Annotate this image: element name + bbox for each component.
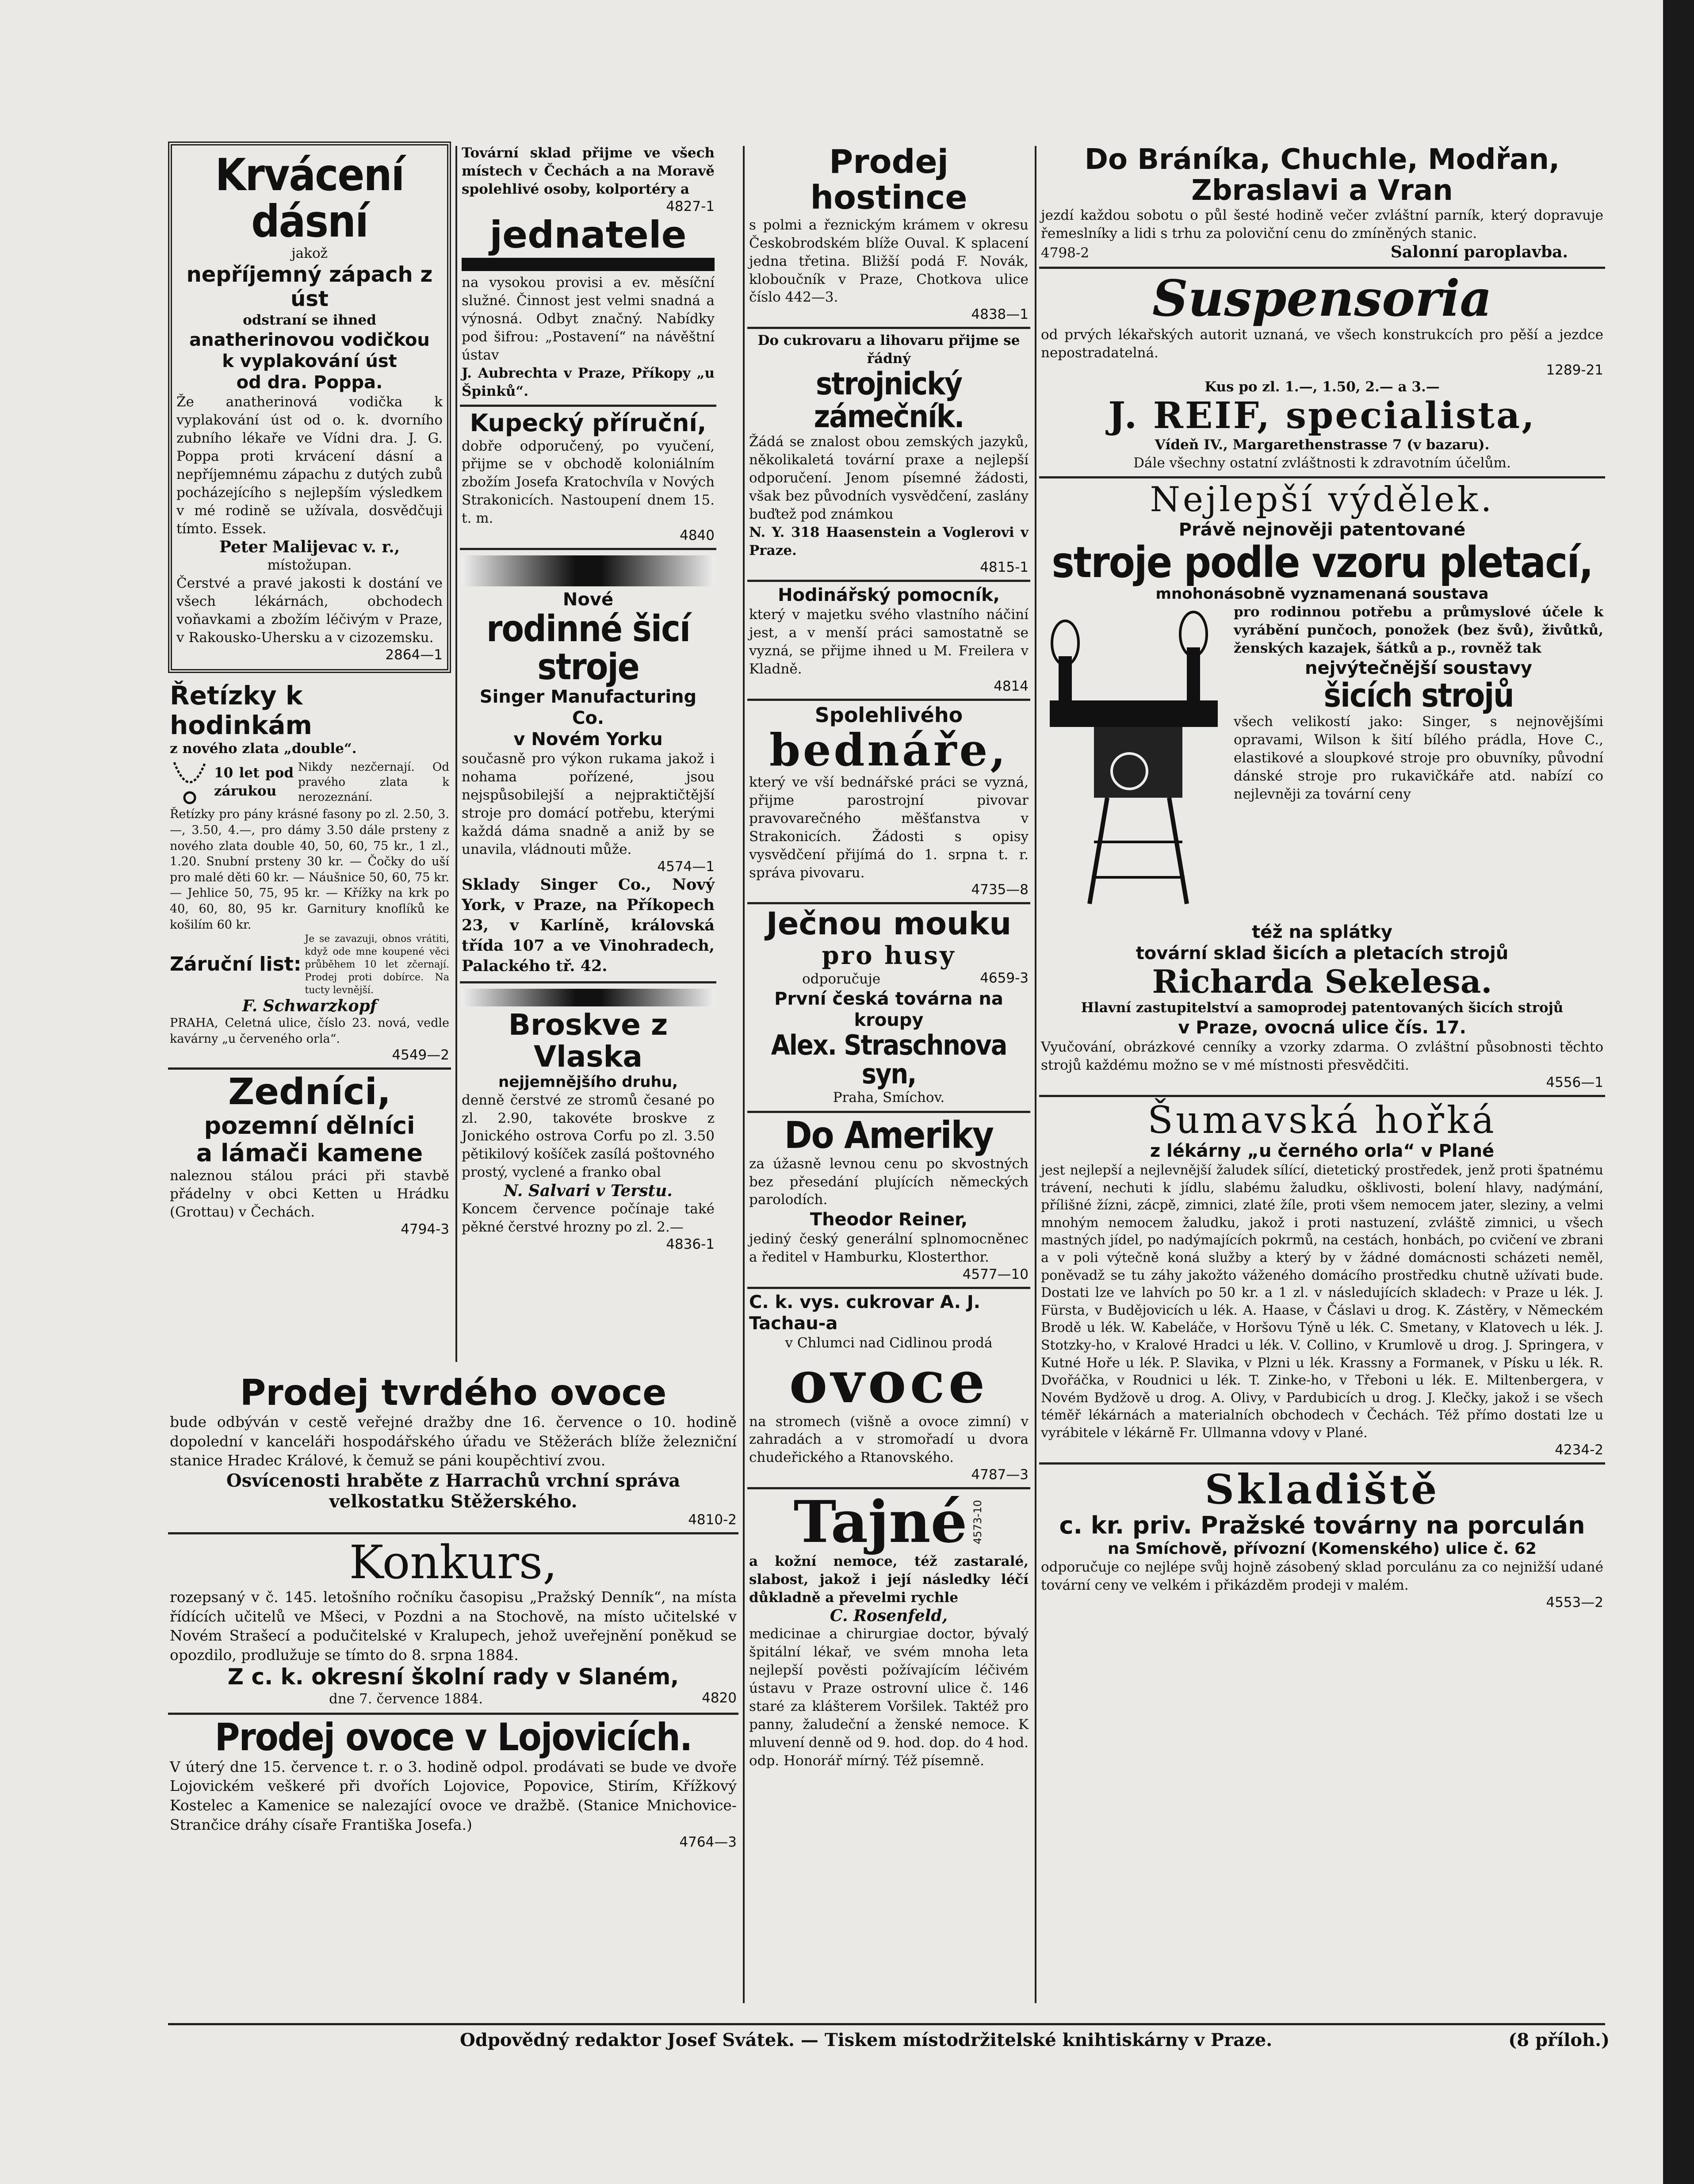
ad-signature: N. Salvari v Terstu. xyxy=(504,1182,673,1201)
ad-title: Prodej ovoce v Lojovicích. xyxy=(214,1715,692,1759)
ad-text: Hlavní zastupitelství a samoprodej patentovaných šicích strojů xyxy=(1081,999,1564,1016)
ad-text: Žádá se znalost obou zemských jazyků, několikaletá tovární praxe a nejlepší odporučení. Jenom písemné žádosti, však bez původních vysvědčení, zaslány buďtež pod známkou xyxy=(749,434,1029,522)
ad-machine-text xyxy=(1234,603,1603,922)
ad-signature: Salonní paroplavba. xyxy=(1390,242,1568,261)
ad-date-row xyxy=(170,1690,737,1708)
ad-subtitle: pro husy xyxy=(822,941,956,971)
ad-title: Do Bráníka, Chuchle, Modřan, Zbraslavi a Vran xyxy=(1084,143,1560,207)
column-4 xyxy=(1039,142,1605,2016)
column-rule xyxy=(455,146,457,1362)
wide-section xyxy=(168,1371,738,2016)
ad-line: k vyplakování úst xyxy=(222,351,397,372)
ad-text: bude odbýván v cestě veřejné dražby dne 16. července o 10. hodině dopolední v kanceláři hospodářského úřadu ve Stěžerách blíže železniční stanice Hradec Králové, k čemuž se páni koupěchtiví zvou. xyxy=(170,1413,737,1469)
ad-signature: Osvícenosti hraběte z Harrachů vrchní správa velkostatku Stěžerského. xyxy=(226,1470,681,1512)
ad-signature: Alex. Straschnova syn, xyxy=(771,1029,1007,1090)
ad-title: strojnický zámečník. xyxy=(814,366,964,435)
ad-line: Praha, Smíchov. xyxy=(833,1089,945,1105)
ad-line: nepříjemný zápach z úst xyxy=(186,262,433,312)
ad-vydelek xyxy=(1039,478,1605,1097)
ad-number: 4574—1 xyxy=(657,858,715,875)
ad-title: jednatele xyxy=(489,213,687,256)
ad-number: 4810-2 xyxy=(688,1511,737,1528)
ad-branik xyxy=(1039,142,1605,269)
ad-line: anatherinovou vodičkou xyxy=(189,330,430,351)
ad-text: Vídeň IV., Margarethenstrasse 7 (v bazaru). xyxy=(1155,436,1490,453)
ad-title: Kupecký příruční, xyxy=(470,409,707,437)
ad-text: Vyučování, obrázkové cenníky a vzorky zdarma. O zvláštní působnosti těchto strojů každému možno se v mé místnosti přesvědčiti. xyxy=(1041,1039,1603,1073)
footer xyxy=(460,2030,1610,2050)
ad-signature: Z c. k. okresní školní rady v Slaném, xyxy=(227,1664,679,1690)
ad-number: 4735—8 xyxy=(971,882,1029,898)
ad-text: všech velikostí jako: Singer, s nejnovějšími opravami, Wilson k šití bílého prádla, Hove C., elastikové a sloupkové stroje pro obuvníky, původní dánské stroje pro rukavičkáře atd. nabízí co nejlevněji za tovární ceny xyxy=(1234,714,1603,802)
ad-text: Je se zavazuji, obnos vrátiti, když ode mne koupené věci průběhem 10 let zčernají. Prodej proti dobírce. Na tucty levnější. xyxy=(305,933,449,996)
ad-text: Kus po zl. 1.—, 1.50, 2.— a 3.— xyxy=(1205,379,1440,395)
ad-text: a kožní nemoce, též zastaralé, slabost, jakož i její následky léčí důkladně a převelmi rychle xyxy=(749,1553,1029,1606)
ad-suspensoria xyxy=(1039,269,1605,479)
ad-signature: C. Rosenfeld, xyxy=(830,1606,948,1626)
ad-subtitle: a lámači kamene xyxy=(196,1139,423,1167)
ad-text: Do cukrovaru a lihovaru přijme se řádný xyxy=(757,333,1020,367)
ad-bar xyxy=(462,258,715,271)
ad-number: 4820 xyxy=(702,1690,737,1706)
ad-ovoce xyxy=(747,1289,1030,1489)
ad-text: současně pro výkon rukama jakož i nohama pořízené, jsou nejspůsobilejší a nejpraktičtější stroje pro domácí potřebu, kterými každá dáma snadně a aniž by se unavila, vládnouti může. xyxy=(462,751,715,857)
ad-text: od prvých lékařských autorit uznaná, ve všech konstrukcích pro pěší a jezdce nepostradatelná. xyxy=(1041,326,1603,361)
ad-number: 4827-1 xyxy=(666,198,715,214)
ad-number: 4838—1 xyxy=(971,306,1029,323)
ad-krvaceni xyxy=(168,142,451,673)
ad-line: od dra. Poppa. xyxy=(236,372,383,393)
ad-subtitle: na Smíchově, přívozní (Komenského) ulice č. 62 xyxy=(1108,1539,1537,1558)
ad-title: Řetízky k hodinkám xyxy=(170,680,312,740)
ad-row xyxy=(749,970,1029,988)
ad-number: 4549—2 xyxy=(392,1047,449,1063)
ad-text: denně čerstvé ze stromů česané po zl. 2.90, takovéte broskve z Jonického ostrova Corfu po zl. 3.50 pětikilový košíček zasílá poštovného prostý, vyclené a franko obal xyxy=(462,1092,715,1181)
ad-zednici xyxy=(168,1070,451,1242)
ad-jednatele xyxy=(460,142,716,407)
ad-title: Do Ameriky xyxy=(784,1113,994,1157)
ad-signature: Theodor Reiner, xyxy=(810,1209,968,1230)
ad-text: na vysokou provisi a ev. měsíční služné. Činnost jest velmi snadná a výnosná. Odbyt značný. Nabídky pod šifrou: „Postavení“ na návěštní ústav xyxy=(462,275,715,363)
ad-title: Nejlepší výdělek. xyxy=(1150,480,1495,520)
ad-subtitle: mnohonásobně vyznamenaná soustava xyxy=(1155,585,1489,603)
ad-subtitle: též na splátky xyxy=(1252,922,1392,942)
ad-subtitle: v Novém Yorku xyxy=(513,729,663,750)
scan-edge xyxy=(1663,0,1694,2184)
ad-signature: Peter Malijevac v. r., xyxy=(219,538,400,557)
ad-number: 4553—2 xyxy=(1546,1594,1603,1610)
ad-text: dobře odporučený, po vyučení, přijme se v obchodě koloniálním zbožím Josefa Kratochvíla v Nových Strakonicích. Nastoupení dnem 15. t. m. xyxy=(462,438,715,527)
column-1 xyxy=(168,142,451,1362)
ad-text: Řetízky pro pány krásné fasony po zl. 2.50, 3.—, 3.50, 4.—, pro dámy 3.50 dále prsteny z nového zlata double 40, 50, 60, 75 kr., 1 zl., 1.20. Snubní prsteny 30 kr. — Čočky do uší pro malé děti 60 kr. — Náušnice 50, 60, 75 kr. — Jehlice 50, 75, 95 kr. — Křížky na krk po 40, 60, 80, 95 kr. Garnitury knoflíků ke košilím 60 kr. xyxy=(170,807,449,932)
ad-mouka xyxy=(747,904,1030,1113)
ad-skladiste xyxy=(1039,1465,1605,1615)
ad-subtitle: nejjemnějšího druhu, xyxy=(498,1073,678,1091)
ad-line: odstraní se ihned xyxy=(243,312,376,329)
ad-row xyxy=(1041,243,1603,262)
ad-line: v Chlumci nad Cidlinou prodá xyxy=(785,1335,993,1351)
ad-subtitle: v Praze, ovocná ulice čís. 17. xyxy=(1178,1017,1466,1038)
ad-title: Konkurs, xyxy=(349,1535,558,1589)
ad-text: jediný český generální splnomocněnec a ředitel v Hamburku, Klosterthor. xyxy=(749,1231,1029,1266)
ad-pomocnik xyxy=(747,582,1030,701)
column-rule xyxy=(743,146,745,2003)
ad-title: Broskve z Vlaska xyxy=(508,1007,668,1074)
ad-number: 4234-2 xyxy=(1555,1442,1603,1458)
ad-signature: J. REIF, specialista, xyxy=(1108,394,1536,437)
ad-number: 4815-1 xyxy=(980,559,1029,576)
ad-warranty-row xyxy=(170,933,449,997)
ad-text: J. Aubrechta v Praze, Příkopy „u Špinků“. xyxy=(462,365,715,399)
footer-rule xyxy=(168,2023,1605,2025)
ad-broskve xyxy=(460,983,716,1257)
ad-subtitle: První česká továrna na kroupy xyxy=(774,989,1003,1031)
ad-subtitle: Singer Manufacturing Co. xyxy=(479,687,697,729)
ad-subtitle: C. k. vys. cukrovar A. J. Tachau-a xyxy=(749,1292,980,1334)
ad-title: ovoce xyxy=(789,1348,989,1416)
ad-text: s polmi a řeznickým krámem v okresu Českobrodském blíže Ouval. K splacení jedna třetina. Bližší podá F. Novák, kloboučník v Praze, Chotkova ulice číslo 442—3. xyxy=(749,217,1029,306)
knitting-machine-icon xyxy=(1041,603,1227,922)
ad-lojovice xyxy=(168,1715,738,1855)
ad-text: za úžasně levnou cenu po skvostných bez přesedání plujících německých parolodích. xyxy=(749,1155,1029,1208)
ad-text: který v majetku svého vlastního náčiní jest, a v menší práci samostatně se vyzná, se přijme ihned u M. Freilera v Kladně. xyxy=(749,607,1029,677)
ad-title: bednáře, xyxy=(769,723,1009,776)
ad-line: z nového zlata „double“. xyxy=(170,741,357,757)
ad-number: 4764—3 xyxy=(679,1834,737,1851)
ad-text: odporučuje co nejlépe svůj hojně zásobený sklad porculánu za co nejnižší udané tovární ceny ve velkém i přikázděm prodeji v malém. xyxy=(1041,1559,1603,1593)
ad-title: Ječnou mouku xyxy=(766,906,1012,942)
ad-title: Suspensoria xyxy=(1152,269,1492,328)
column-3 xyxy=(747,142,1030,2016)
footer-imprint: Odpovědný redaktor Josef Svátek. — Tiskem místodržitelské knihtiskárny v Praze. xyxy=(460,2030,1273,2050)
ad-number: 4840 xyxy=(680,528,715,544)
ad-text: jest nejlepší a nejlevnější žaludek sílící, dietetický prostředek, jenž proti špatnému trávení, nechuti k jídlu, slabému žaludku, ošklivosti, bolení hlavy, nadýmání, přílišné žízni, zácpě, zimnici, zlaté žíle, proti všem nemocem jater, sleziny, a velmi mnohým nemocem žaludku, jakož i proti nastuzení, zvláště zimnici, u všech mastných jídel, po nadýmajících pokrmů, na cestách, honbách, po cvičení ve zbrani a v poli výtečně koná služby a který by v žádné domácnosti scházeti neměl, poněvadž se tu záhy jakožto váženého domácího prostředku chutně užívati bude. Dostati lze ve lahvích po 50 kr. a 1 zl. v následujících skladech: v Praze u lék. J. Fürsta, v Budějovicích u lék. A. Haase, v Čáslavi u drog. K. Zástěry, v Německém Brodě u lék. W. Kabeláče, v Horšovu Týně u lék. C. Smetany, v Klatovech u lék. J. Stotzky-ho, v Kralové Hradci u lék. V. Collino, v Krumlově u drog. J. Springera, v Kutné Hoře u lék. P. Slavika, v Plzni u lék. Krassny a Formanek, v Písku u lék. R. Dvořáčka, v Roudnici u lék. T. Zinke-ho, v Třeboni u lék. E. Miltenbergera, v Novém Bydžově u drog. A. Olivy, v Pardubicích u drog. J. Klečky, jakož i se všech téměř lékárnách a materialních obchodech v Čechách. Též přímo dostati lze u vyrábitele v lékárně Fr. Ullmanna vdovy v Plané. xyxy=(1041,1163,1603,1441)
ad-text: medicinae a chirurgiae doctor, bývalý špitální lékař, ve svém mnoha leta nejlepší pověsti požívajícím léčivém ústavu v Praze ostrovní ulice č. 146 staré za klášterem Voršilek. Taktéž pro panny, žaludeční a ženské nemoce. K mluvení denně od 9. hod. dop. do 4 hod. odp. Honorář mírný. Též písemně. xyxy=(749,1626,1029,1769)
ad-tajne xyxy=(747,1489,1030,1774)
ad-number: 4659-3 xyxy=(980,970,1029,987)
ad-title: Tajné xyxy=(793,1488,967,1556)
ad-text: naleznou stálou práci při stavbě přádelny v obci Ketten u Hrádku (Grottau) v Čechách. xyxy=(170,1168,449,1220)
chain-icon xyxy=(170,758,210,807)
footer-appendix: (8 příloh.) xyxy=(1508,2030,1610,2050)
ad-line: 10 let pod zárukou xyxy=(214,765,294,799)
ad-singer xyxy=(460,550,716,983)
ad-text: Koncem července počínaje také pěkné čerstvé hrozny po zl. 2.— xyxy=(462,1201,715,1235)
ad-ornament xyxy=(462,555,715,586)
ad-title: Prodej tvrdého ovoce xyxy=(240,1372,667,1413)
column-rule xyxy=(1035,146,1036,2003)
ad-number: 4836-1 xyxy=(666,1236,715,1252)
ad-hostince xyxy=(747,142,1030,329)
ad-title-row xyxy=(749,1488,1029,1556)
ad-title: rodinné šicí stroje xyxy=(486,608,690,688)
ad-text: Tovární sklad přijme ve všech místech v Čechách a na Moravě spolehlivé osoby, kolportéry a xyxy=(462,145,715,197)
ad-title: Šumavská hořká xyxy=(1147,1098,1497,1142)
ad-tvrde-ovoce xyxy=(168,1371,738,1534)
ad-machine-row xyxy=(1041,603,1603,922)
ad-retizky xyxy=(168,678,451,1070)
ad-text: pro rodinnou potřebu a průmyslové účele k vyrábění punčoch, ponožek (bez švů), živůtků, ženských kazajek, šátků a p., rovněž tak xyxy=(1234,604,1603,656)
ad-subtitle: c. kr. priv. Pražské továrny na porculán xyxy=(1059,1511,1585,1539)
ad-title: stroje podle vzoru pletací, xyxy=(1052,538,1593,588)
ad-text: na stromech (višně a ovoce zimní) v zahradách a v stromořadí u dvora chudeřického a Rtanovského. xyxy=(749,1413,1029,1466)
ad-text: Dále všechny ostatní zvláštnosti k zdravotním účelům. xyxy=(1133,455,1511,471)
ad-chain-row xyxy=(170,758,449,807)
ad-text: PRAHA, Celetná ulice, číslo 23. nová, vedle kavárny „u červeného orla“. xyxy=(170,1016,449,1046)
ad-signature: Richarda Sekelesa. xyxy=(1152,962,1492,1000)
ad-prirucni xyxy=(460,407,716,550)
ad-title: Krvácení dásní xyxy=(215,149,404,247)
ad-signature: F. Schwarzkopf xyxy=(242,997,377,1016)
ad-line: Spolehlivého xyxy=(814,703,963,727)
ad-subtitle: Záruční list: xyxy=(170,953,302,976)
ad-number: 2864—1 xyxy=(385,646,443,663)
ad-number: 4794-3 xyxy=(401,1221,449,1237)
ad-number: 1289-21 xyxy=(1546,362,1603,378)
ad-title: Prodej hostince xyxy=(810,143,967,217)
ad-number: 4573-10 xyxy=(971,1500,984,1545)
ad-bednare xyxy=(747,701,1030,904)
ad-line: místožupan. xyxy=(267,557,352,574)
ad-text: N. Y. 318 Haasenstein a Voglerovi v Praze. xyxy=(749,524,1029,558)
ad-text: jezdí každou sobotu o půl šesté hodině večer zvláštní parník, který dopravuje řemeslníky a lidi s trhu za poloviční cenu do zmíněných stanic. xyxy=(1041,207,1603,241)
ad-konkurs xyxy=(168,1534,738,1715)
ad-horka xyxy=(1039,1097,1605,1465)
ad-amerika xyxy=(747,1113,1030,1289)
ad-line: odporučuje xyxy=(802,971,881,987)
ad-text: Sklady Singer Co., Nový York, v Praze, na Příkopech 23, v Karlíně, královská třída 107 a ve Vinohradech, Palackého tř. 42. xyxy=(462,875,715,975)
ad-text: rozepsaný v č. 145. letošního ročníku časopisu „Pražský Denník“, na místa řídících učitelů ve Mšeci, v Pozdni a na Stochově, na místo učitelské v Novém Strašecí a podučitelské v Kralupech, jehož uveřejnění poněkud se opozdilo, prodlužuje se tímto do 8. srpna 1884. xyxy=(170,1588,737,1664)
ad-date: dne 7. července 1884. xyxy=(329,1691,483,1707)
ad-ornament xyxy=(462,989,715,1006)
ad-number: 4577—10 xyxy=(962,1266,1029,1283)
ad-text: který ve vší bednářské práci se vyzná, přijme parostrojní pivovar pravovarečného měšťanstva v Strakonicích. Žádosti s opisy vysvědčení přijímá do 1. srpna t. r. správa pivovaru. xyxy=(749,774,1029,881)
ad-number: 4798-2 xyxy=(1041,245,1090,261)
ad-subtitle: nejvýtečnější soustavy xyxy=(1304,658,1533,678)
ad-number: 4556—1 xyxy=(1546,1074,1603,1090)
ad-subtitle: pozemní dělníci xyxy=(204,1111,415,1140)
ad-title: Zedníci, xyxy=(228,1071,391,1113)
ad-title: Hodinářský pomocník, xyxy=(778,585,1000,606)
ad-zamecnik xyxy=(747,329,1030,582)
ad-subtitle: z lékárny „u černého orla“ v Plané xyxy=(1150,1141,1495,1162)
ad-subtitle: tovární sklad šicích a pletacích strojů xyxy=(1136,943,1509,964)
ad-title: Skladiště xyxy=(1205,1465,1440,1513)
ad-subtitle: Právě nejnověji patentované xyxy=(1178,520,1466,540)
ad-text: Že anatherinová vodička k vyplakování úst od o. k. dvorního zubního lékaře ve Vídni dra. J. G. Poppa proti krvácení dásní a nepříjemnému zápachu z dutých zubů pocházejícího s nejlepším výsledkem v mé rodině se užívala, dosvědčuji tímto. Essek. xyxy=(176,394,443,537)
ad-text: V úterý dne 15. července t. r. o 3. hodině odpol. prodávati se bude ve dvoře Lojovickém veškeré při dvořích Lojovice, Popovice, Stirím, Křížkový Kostelec a Kamenice se nalezající ovoce ve dražbě. (Stanice Mnichovice-Strančice dráhy císaře Františka Josefa.) xyxy=(170,1758,737,1833)
ad-number: 4787—3 xyxy=(971,1467,1029,1483)
ad-number: 4814 xyxy=(994,678,1029,695)
ad-line: Nikdy nezčernají. Od pravého zlata k nerozeznání. xyxy=(298,760,449,804)
column-2 xyxy=(460,142,716,1362)
ad-line: Nové xyxy=(562,589,614,610)
ad-line: jakož xyxy=(291,245,328,261)
ad-text: Čerstvé a pravé jakosti k dostání ve všech lékárnách, obchodech voňavkami a zbožím léčivým v Praze, v Rakousko-Uhersku a v cizozemsku. xyxy=(176,575,443,646)
ad-title: šicích strojů xyxy=(1323,676,1514,715)
